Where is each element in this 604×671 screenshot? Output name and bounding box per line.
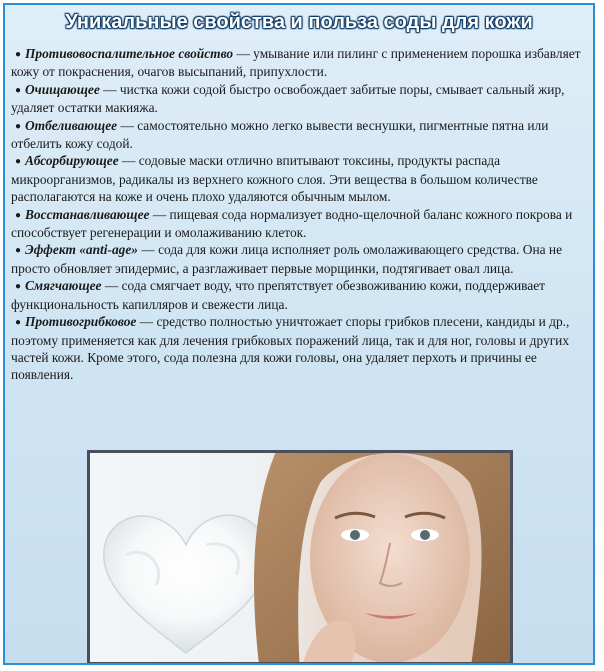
bullet-icon: ● (14, 209, 22, 221)
property-text: — содовые маски отлично впитывают токсины, продукты распада микроорганизмов, радикалы из верхнего кожного слоя. Эти вещества в большом количестве располагаются на коже и очень плохо удаляются обычным мылом. (11, 153, 538, 205)
list-item (11, 152, 583, 205)
property-term: Абсорбирующее (25, 153, 119, 169)
bullet-icon: ● (14, 156, 22, 168)
property-term: Противовоспалительное свойство (25, 46, 234, 61)
property-text: — умывание или пилинг с применением порошка избавляет кожу от покраснения, очагов высыпаний, припухлости. (11, 46, 581, 80)
list-item (11, 313, 583, 384)
bullet-icon: ● (14, 317, 22, 329)
list-item (11, 81, 583, 117)
list-item (11, 206, 583, 242)
bullet-icon: ● (14, 84, 22, 96)
property-text: — средство полностью уничтожает споры грибков плесени, кандиды и др., поэтому применяется как для лечения грибковых поражений лица, так и для ног, головы и других частей кожи. Кроме этого, сода полезна для кожи головы, она удаляет перхоть и причины ее появления. (11, 314, 570, 383)
list-item (11, 45, 583, 81)
illustration-photo (87, 450, 513, 665)
property-term: Очищающее (25, 81, 100, 97)
woman-face-image (240, 450, 513, 665)
list-item (11, 241, 583, 277)
bullet-icon: ● (14, 281, 22, 293)
bullet-icon: ● (14, 49, 22, 60)
bullet-icon: ● (14, 245, 22, 257)
property-term: Восстанавливающее (25, 206, 150, 222)
property-text: — чистка кожи содой быстро освобождает забитые поры, смывает сальный жир, удаляет остатки макияжа. (11, 81, 565, 116)
property-term: Противогрибковое (25, 314, 137, 330)
property-text: — самостоятельно можно легко вывести веснушки, пигментные пятна или отбелить кожу содой. (11, 117, 549, 152)
property-term: Смягчающее (25, 278, 102, 294)
property-term: Эффект «anti-age» (25, 242, 138, 258)
list-item (11, 117, 583, 153)
property-text: — сода для кожи лица исполняет роль омолаживающего средства. Она не просто обновляет эпидермис, а разглаживает первые морщинки, подтягивает овал лица. (11, 242, 563, 276)
property-text: — сода смягчает воду, что препятствует обезвоживанию кожи, поддерживает функциональность капилляров и свежести лица. (11, 278, 546, 312)
page-title: Уникальные свойства и польза соды для кожи (65, 11, 533, 33)
properties-list (11, 45, 583, 384)
property-term: Отбеливающее (25, 117, 118, 133)
bullet-icon: ● (14, 120, 22, 132)
info-card (3, 3, 595, 665)
list-item (11, 277, 583, 313)
property-text: — пищевая сода нормализует водно-щелочной баланс кожного покрова и способствует регенерации и омолаживанию клеток. (11, 206, 573, 241)
